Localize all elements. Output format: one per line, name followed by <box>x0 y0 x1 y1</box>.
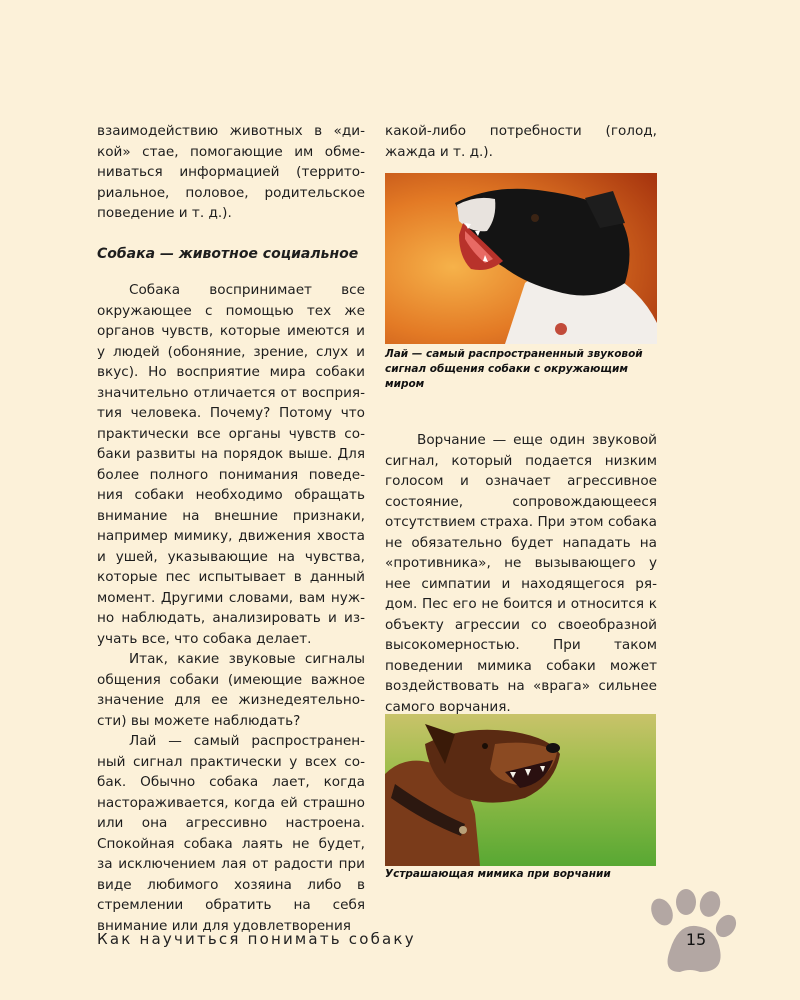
paragraph: Итак, какие звуковые сигналы общения собаки (имеющие важное значение для ее жизнедеятельности) вы можете наблюдать? <box>97 651 365 729</box>
paragraph: Собака воспринимает все окружающее с помощью тех же органов чувств, которые имеются и у людей (обоняние, зрение, слух и вкус). Но восприятие мира собаки значительно отличается от восприятия человека. Почему? Потому что практически все органы чувств собаки развиты на порядок выше. Для более полного понимания поведения собаки необходимо обращать внимание на внешние признаки, например мимику, движения хвоста и ушей, указывающие на чувства, которые пес испытывает в данный момент. Другими словами, вам нужно наблюдать, анализировать и изучать все, что собака делает. <box>97 282 365 647</box>
photo-caption: Лай — самый распространенный звуковой сигнал общения собаки с окружающим миром <box>385 348 643 390</box>
paragraph: какой-либо потребности (голод, жажда и т. д.). <box>385 123 657 160</box>
left-column <box>97 121 365 936</box>
right-column-lower <box>385 430 657 717</box>
paragraph: Ворчание — еще один звуковой сигнал, который подается низким голосом и означает агрессивное состояние, сопровождающееся отсутствием страха. При этом собака не обязательно будет нападать на «противника», не вызывающего у нее симпатии и находящегося рядом. Пес его не боится и относится к объекту агрессии со своеобразной высокомерностью. При таком поведении мимика собаки может воздействовать на «врага» сильнее самого ворчания. <box>385 432 657 715</box>
page-number: 15 <box>685 930 707 949</box>
paragraph: Лай — самый распространенный сигнал практически у всех собак. Обычно собака лает, когда настораживается, когда ей страшно или она агрессивно настроена. Спокойная собака лаять не будет, за исключением лая от радости при виде любимого хозяина либо в стремлении обратить на себя внимание или для удовлетворения <box>97 733 365 934</box>
right-column <box>385 121 657 162</box>
book-title: Как научиться понимать собаку <box>97 930 416 948</box>
barking-dog-photo <box>385 173 657 344</box>
paragraph: взаимодействию животных в «дикой» стае, помогающие им обмениваться информацией (территориальное, половое, родительское поведение и т. д.). <box>97 123 365 221</box>
growling-dog-photo <box>385 714 656 866</box>
photo-caption: Устрашающая мимика при ворчании <box>385 868 611 880</box>
section-heading: Собака — животное социальное <box>97 245 359 262</box>
